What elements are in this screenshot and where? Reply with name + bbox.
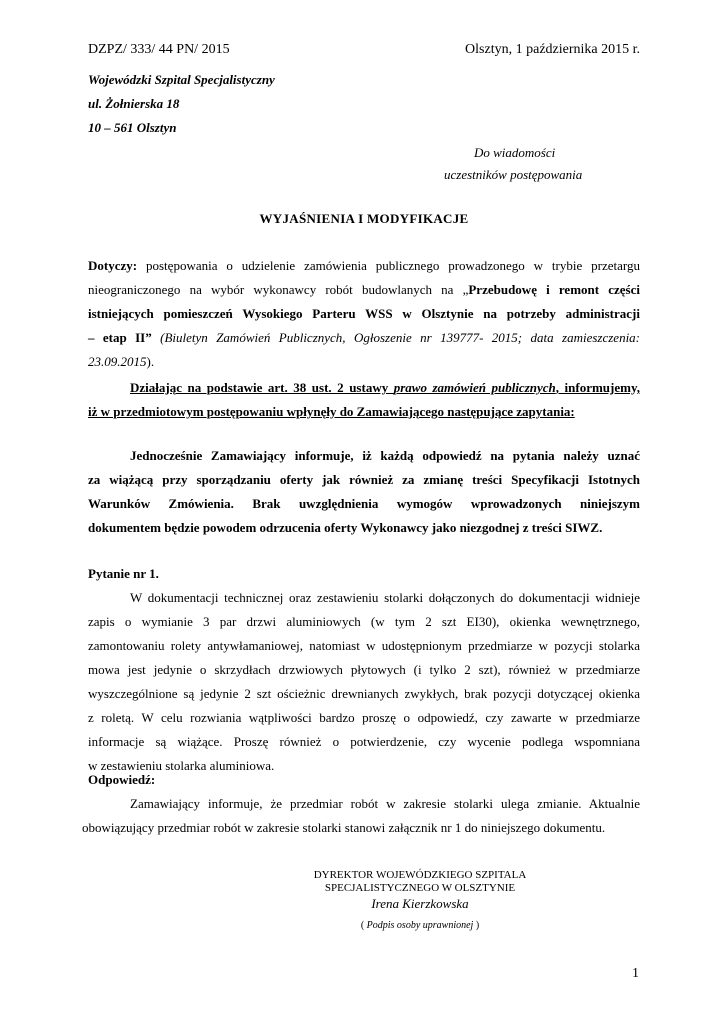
notice-line-1: Jednocześnie Zamawiający informuje, iż każdą odpowiedź na pytania należy uznać (130, 448, 640, 463)
document-title: WYJAŚNIENIA I MODYFIKACJE (259, 211, 469, 226)
concerns-line-3: istniejących pomieszczeń Wysokiego Parteru WSS w Olsztynie na potrzeby administracji (88, 306, 640, 321)
concerns-line-1: Dotyczy: postępowania o udzielenie zamówienia publicznego prowadzonego w trybie przetargu (88, 258, 640, 273)
question-line-1: W dokumentacji technicznej oraz zestawieniu stolarki dołączonych do dokumentacji widnieje (130, 590, 640, 605)
sender-street: ul. Żołnierska 18 (88, 96, 180, 111)
question-line-7: informacje są wiążące. Proszę również o potwierdzenie, czy wycenie podlega wspomniana (88, 734, 640, 749)
concerns-label: Dotyczy: (88, 258, 138, 273)
signature-name: Irena Kierzkowska (371, 896, 469, 911)
question-heading: Pytanie nr 1. (88, 566, 159, 581)
recipient-line-2: uczestników postępowania (444, 167, 583, 182)
concerns-line-4: – etap II” (Biuletyn Zamówień Publicznych, Ogłoszenie nr 139777- 2015; data zamieszczenia: (88, 330, 641, 345)
sender-name: Wojewódzki Szpital Specjalistyczny (88, 72, 275, 87)
sender-city: 10 – 561 Olsztyn (88, 120, 177, 135)
document-reference: DZPZ/ 333/ 44 PN/ 2015 (88, 42, 230, 57)
question-line-5: wyszczególnione są jedynie 2 szt ościeżnic drewnianych zwykłych, brak pozycji dotyczącej okienka (88, 686, 640, 701)
basis-line-1: Działając na podstawie art. 38 ust. 2 ustawy prawo zamówień publicznych, informujemy, (130, 380, 640, 395)
notice-line-2: za wiążącą przy sporządzaniu oferty jak również za zmianę treści Specyfikacji Istotnych (88, 472, 640, 487)
answer-line-2: obowiązujący przedmiar robót w zakresie stolarki stanowi załącznik nr 1 do niniejszego dokumentu. (82, 820, 606, 835)
signature-caption: ( Podpis osoby uprawnionej ) (360, 920, 480, 931)
place-and-date: Olsztyn, 1 października 2015 r. (465, 42, 640, 57)
answer-line-1: Zamawiający informuje, że przedmiar robót w zakresie stolarki ulega zmianie. Aktualnie (130, 796, 640, 811)
concerns-line-5: 23.09.2015). (88, 354, 155, 369)
signature-title-line-2: SPECJALISTYCZNEGO W OLSZTYNIE (324, 882, 516, 894)
question-line-3: zamontowaniu rolety antywłamaniowej, natomiast w udostępnionym przedmiarze w pozycji stolarka (88, 638, 640, 653)
question-line-6: z roletą. W celu rozwiania wątpliwości bardzo proszę o odpowiedź, czy zawarte w przedmiarze (88, 710, 640, 725)
recipient-line-1: Do wiadomości (474, 145, 556, 160)
page-number: 1 (632, 966, 639, 981)
basis-line-2: iż w przedmiotowym postępowaniu wpłynęły do Zamawiającego następujące zapytania: (88, 404, 575, 419)
notice-line-3: Warunków Zmówienia. Brak uwzględnienia wymogów wprowadzonych niniejszym (88, 496, 640, 511)
question-line-4: mowa jest jedynie o skrzydłach drzwiowych płytowych (i tylko 2 szt), również w przedmiarze (88, 662, 640, 677)
notice-line-4: dokumentem będzie powodem odrzucenia oferty Wykonawcy jako niezgodnej z treści SIWZ. (88, 520, 603, 535)
concerns-line-2: nieograniczonego na wybór wykonawcy robót budowlanych na „Przebudowę i remont części (88, 282, 640, 297)
question-line-2: zapis o wymianie 3 par drzwi aluminiowych (w tym 2 szt EI30), okienka wewnętrznego, (88, 614, 640, 629)
question-line-8: w zestawieniu stolarka aluminiowa. (88, 758, 275, 773)
signature-title-line-1: DYREKTOR WOJEWÓDZKIEGO SZPITALA (313, 869, 527, 881)
answer-heading: Odpowiedź: (88, 772, 156, 787)
